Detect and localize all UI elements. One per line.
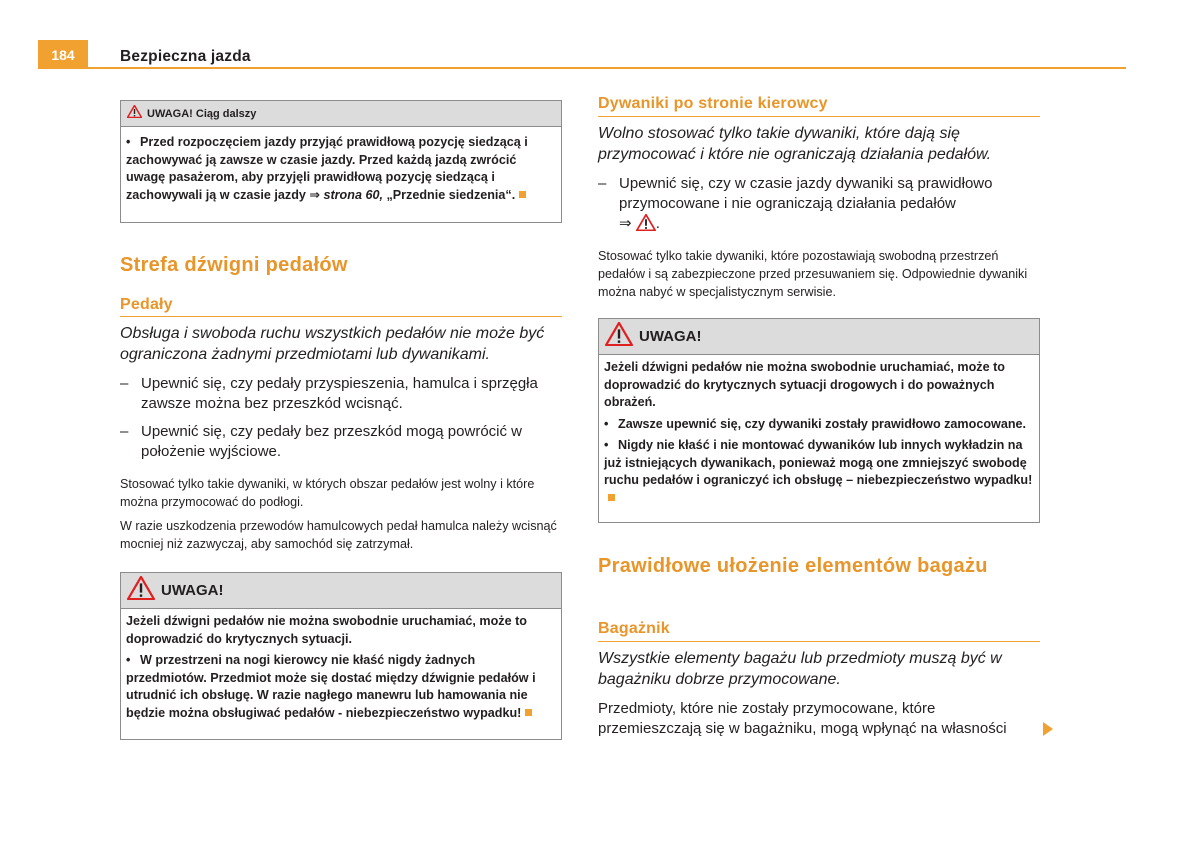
page-number: 184 bbox=[38, 40, 88, 69]
dash-marker: – bbox=[120, 423, 129, 440]
dash-marker: – bbox=[120, 375, 129, 392]
end-marker bbox=[608, 494, 615, 501]
warning-title: UWAGA! bbox=[639, 328, 702, 345]
paragraph-trunk: Przedmioty, które nie zostały przymocowane, które przemieszczają się w bagażniku, mogą wpłynąć na własności bbox=[598, 700, 1007, 737]
subsection-title-pedals: Pedały bbox=[120, 296, 173, 313]
section-title-pedal-area: Strefa dźwigni pedałów bbox=[120, 254, 348, 276]
warning-bullet: W przestrzeni na nogi kierowcy nie kłaść nigdy żadnych przedmiotów. Przedmiot może się dostać między dźwignie pedałów i utrudnić ich obsługę. W razie nagłego manewru lub hamowania nie będzie można obsługiwać pedałów - niebezpieczeństwo wypadku! bbox=[126, 653, 536, 720]
warning-triangle-icon bbox=[127, 105, 142, 123]
paragraph-mats: Stosować tylko takie dywaniki, w których obszar pedałów jest wolny i które można przymocować do podłogi. bbox=[120, 477, 535, 509]
warning-bullet: Nigdy nie kłaść i nie montować dywaników lub innych wykładzin na już istniejących dywanikach, ponieważ mogą one zmniejszyć swobodę ruchu pedałów i ograniczyć ich obsługę – niebezpieczeństwo wypadku! bbox=[604, 438, 1033, 487]
paragraph-brake: W razie uszkodzenia przewodów hamulcowych pedał hamulca należy wcisnąć mocniej niż zazwyczaj, aby samochód się zatrzymał. bbox=[120, 519, 557, 551]
warning-triangle-icon bbox=[127, 576, 155, 605]
continued-warning-title: UWAGA! Ciąg dalszy bbox=[147, 107, 257, 120]
list-item: – Upewnić się, czy w czasie jazdy dywaniki są prawidłowo przymocowane i nie ograniczają działania pedałów ⇒ . bbox=[598, 174, 1040, 237]
end-marker bbox=[519, 191, 526, 198]
warning-header bbox=[121, 573, 561, 609]
continued-warning-header bbox=[121, 101, 561, 127]
subsection-title-trunk: Bagażnik bbox=[598, 620, 670, 637]
warning-header bbox=[599, 319, 1039, 355]
running-header-title: Bezpieczna jazda bbox=[120, 48, 251, 65]
list-item-text: Upewnić się, czy pedały bez przeszkód mogą powrócić w położenie wyjściowe. bbox=[141, 423, 522, 460]
dash-marker: – bbox=[598, 175, 607, 192]
list-item-text: Upewnić się, czy w czasie jazdy dywaniki są prawidłowo przymocowane i nie ograniczają działania pedałów bbox=[619, 175, 993, 212]
warning-body: Jeżeli dźwigni pedałów nie można swobodnie uruchamiać, może to doprowadzić do krytycznych sytuacji. • W przestrzeni na nogi kierowcy nie kłaść nigdy żadnych przedmiotów. Przedmiot może się dostać między dźwignie pedałów i utrudnić ich obsługę. W razie nagłego manewru lub hamowania nie będzie można obsługiwać pedałów - niebezpieczeństwo wypadku! bbox=[121, 609, 561, 730]
next-page-arrow-icon[interactable] bbox=[1043, 722, 1053, 736]
list-item-text: Upewnić się, czy pedały przyspieszenia, hamulca i sprzęgła zawsze można bez przeszkód wcisnąć. bbox=[141, 375, 538, 412]
warning-body: Jeżeli dźwigni pedałów nie można swobodnie uruchamiać, może to doprowadzić do krytycznych sytuacji drogowych i do poważnych obrażeń. • Zawsze upewnić się, czy dywaniki zostały prawidłowo zamocowane. • Nigdy nie kłaść i nie montować dywaników lub innych wykładzin na już istniejących dywanikach, ponieważ mogą one zmniejszyć swobodę ruchu pedałów i ograniczyć ich obsługę – niebezpieczeństwo wypadku! bbox=[599, 355, 1039, 515]
warning-intro: Jeżeli dźwigni pedałów nie można swobodnie uruchamiać, może to doprowadzić do krytycznych sytuacji. bbox=[126, 614, 527, 646]
warning-triangle-icon bbox=[605, 322, 633, 351]
subsection-rule bbox=[120, 316, 562, 317]
list-item bbox=[120, 422, 562, 462]
paragraph-mats-right: Stosować tylko takie dywaniki, które pozostawiają swobodną przestrzeń pedałów i są zabezpieczone przed przesuwaniem się. Odpowiednie dywaniki można nabyć w specjalistycznym serwisie. bbox=[598, 249, 1028, 299]
warning-title: UWAGA! bbox=[161, 582, 224, 599]
warning-box-pedals bbox=[120, 572, 562, 740]
continued-warning-text: • Przed rozpoczęciem jazdy przyjąć prawidłową pozycję siedzącą i zachowywać ją zawsze w czasie jazdy. Przed każdą jazdą zwrócić uwagę pasażerom, aby przyjęli prawidłową pozycję siedzącą i zachowywali ją w czasie jazdy ⇒ strona 60, „Przednie siedzenia“. bbox=[126, 135, 528, 202]
page-reference-link[interactable]: strona 60, bbox=[323, 187, 383, 202]
cross-reference-arrow: ⇒ bbox=[619, 215, 632, 232]
subsection-title-driver-mats: Dywaniki po stronie kierowcy bbox=[598, 95, 828, 112]
warning-box-mats bbox=[598, 318, 1040, 523]
continued-warning-text-tail: „Przednie siedzenia“. bbox=[382, 187, 516, 202]
lead-text-pedals: Obsługa i swoboda ruchu wszystkich pedałów nie może być ograniczona żadnymi przedmiotami lub dywanikami. bbox=[120, 325, 545, 363]
continued-warning-box bbox=[120, 100, 562, 223]
subsection-rule bbox=[598, 116, 1040, 117]
warning-intro: Jeżeli dźwigni pedałów nie można swobodnie uruchamiać, może to doprowadzić do krytycznych sytuacji drogowych i do poważnych obrażeń. bbox=[604, 360, 1005, 409]
header-rule bbox=[88, 67, 1126, 69]
section-title-luggage: Prawidłowe ułożenie elementów bagażu bbox=[598, 555, 988, 577]
subsection-rule bbox=[598, 641, 1040, 642]
warning-bullet: Zawsze upewnić się, czy dywaniki zostały prawidłowo zamocowane. bbox=[618, 416, 1027, 431]
list-item bbox=[120, 374, 562, 414]
lead-text-trunk: Wszystkie elementy bagażu lub przedmioty muszą być w bagażniku dobrze przymocowane. bbox=[598, 650, 1002, 688]
lead-text-mats: Wolno stosować tylko takie dywaniki, które dają się przymocować i które nie ograniczają działania pedałów. bbox=[598, 125, 992, 163]
continued-warning-text-main: Przed rozpoczęciem jazdy przyjąć prawidłową pozycję siedzącą i zachowywać ją zawsze w czasie jazdy. Przed każdą jazdą zwrócić uwagę pasażerom, aby przyjęli prawidłową pozycję siedzącą i zachowywali ją w czasie jazdy ⇒ bbox=[126, 135, 528, 202]
end-marker bbox=[525, 709, 532, 716]
warning-triangle-icon[interactable] bbox=[636, 214, 656, 237]
